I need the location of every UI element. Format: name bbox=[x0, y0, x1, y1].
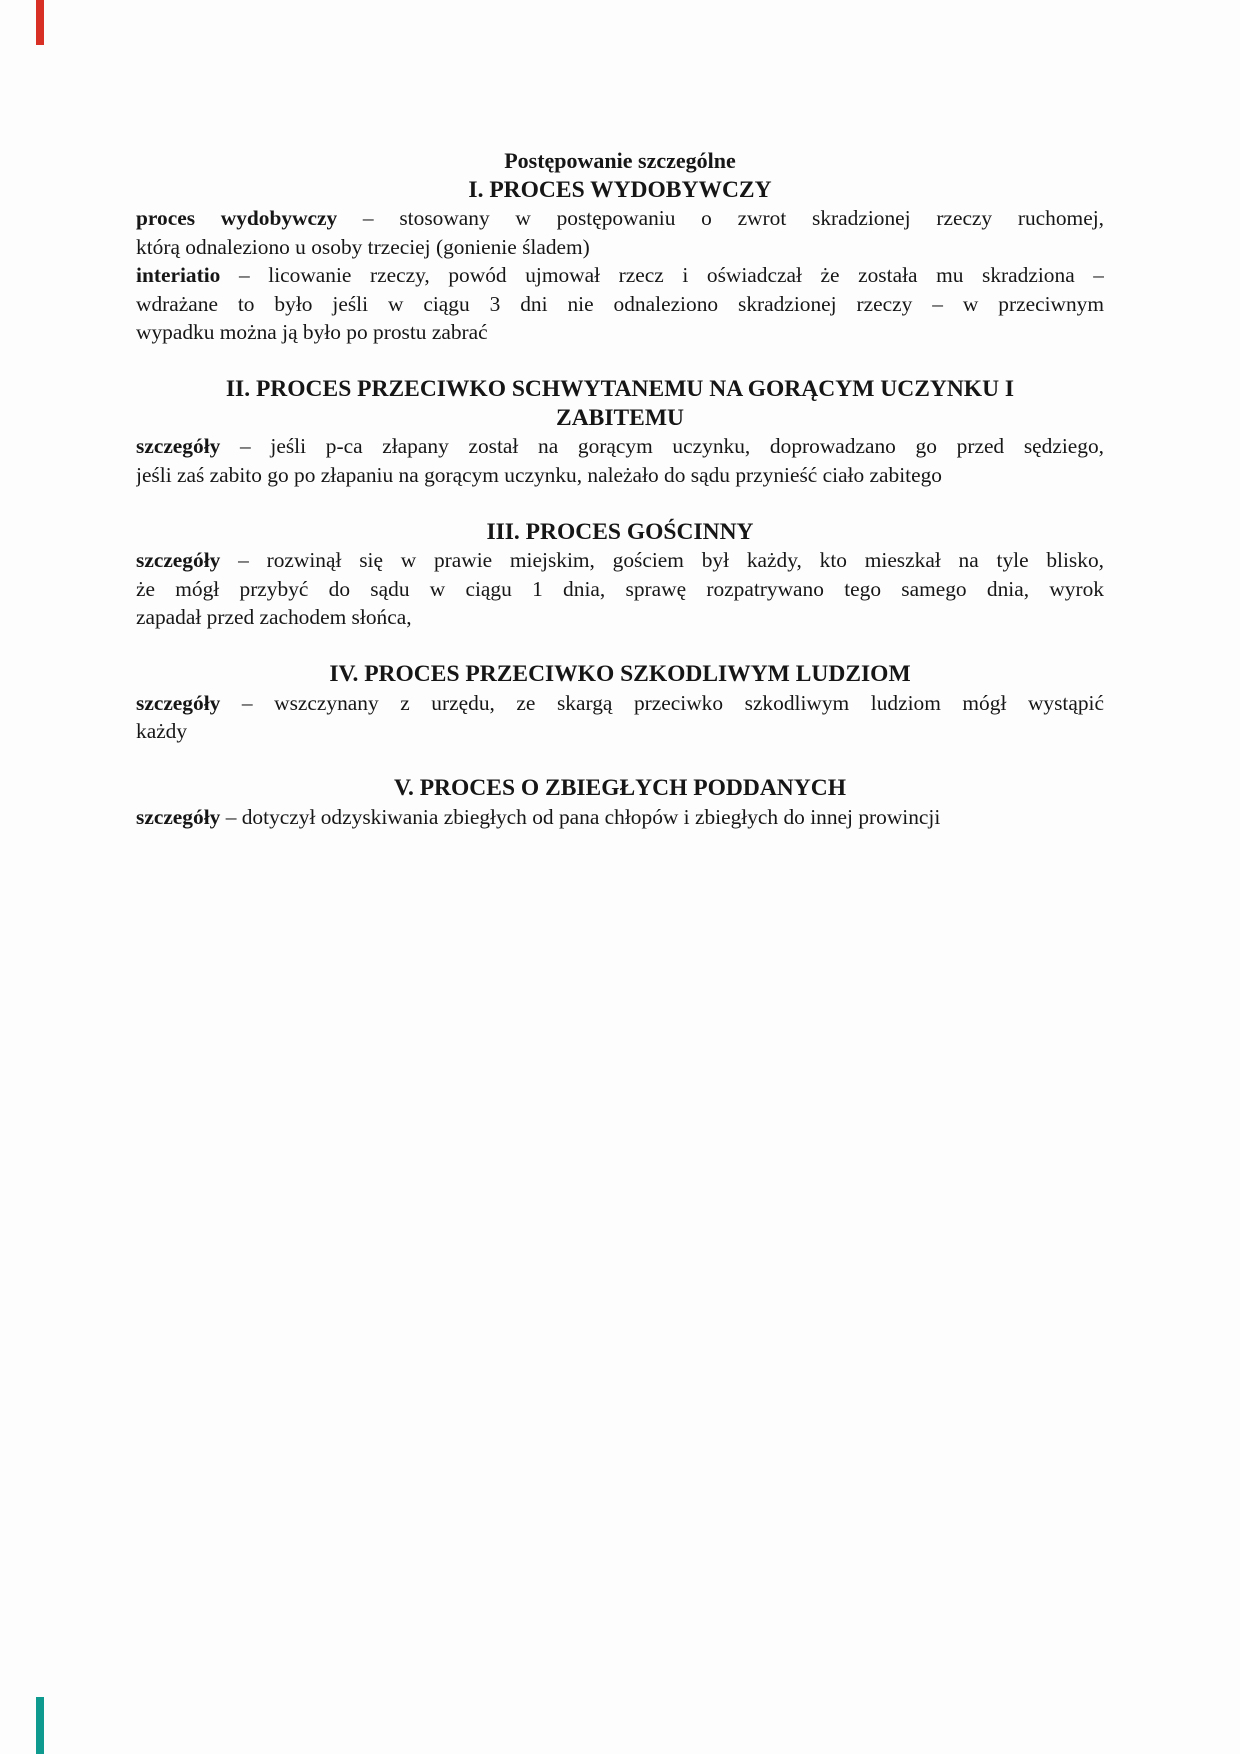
page-title: Postępowanie szczególne bbox=[504, 148, 736, 173]
line-text: – dotyczył odzyskiwania zbiegłych od pana chłopów i zbiegłych do innej prowincji bbox=[220, 804, 941, 829]
lead-term: szczegóły bbox=[136, 690, 221, 715]
section-heading-2: II. PROCES PRZECIWKO SCHWYTANEMU NA GORĄCYM UCZYNKU I bbox=[225, 376, 1015, 402]
paragraph-line: że mógł przybyć do sądu w ciągu 1 dnia, sprawę rozpatrywano tego samego dnia, wyrok bbox=[136, 576, 1104, 601]
paragraph-line bbox=[136, 261, 1104, 290]
lead-term: interiatio bbox=[136, 263, 221, 287]
paragraph-line: wypadku można ją było po prostu zabrać bbox=[136, 320, 488, 344]
paragraph-line bbox=[136, 204, 1104, 233]
line-text: – jeśli p-ca złapany został na gorącym uczynku, doprowadzano go przed sędziego, bbox=[220, 434, 1104, 458]
line-text: – rozwinął się w prawie miejskim, gościem był każdy, kto mieszkał na tyle blisko, bbox=[220, 548, 1104, 572]
lead-term: szczegóły bbox=[136, 548, 221, 572]
scan-artifact-teal-mark bbox=[36, 1697, 44, 1754]
paragraph-line: którą odnaleziono u osoby trzeciej (gonienie śladem) bbox=[136, 234, 590, 259]
paragraph-line: każdy bbox=[136, 719, 188, 743]
section-heading-4: IV. PROCES PRZECIWKO SZKODLIWYM LUDZIOM bbox=[329, 661, 911, 687]
paragraph-line bbox=[136, 432, 1104, 461]
text-column bbox=[136, 147, 1104, 831]
lead-term: szczegóły bbox=[136, 434, 221, 458]
paragraph-line bbox=[136, 546, 1104, 575]
paragraph-line: jeśli zaś zabito go po złapaniu na gorącym uczynku, należało do sądu przynieść ciało zabitego bbox=[136, 462, 943, 487]
paragraph-line bbox=[136, 803, 1104, 832]
section-heading-2-line-2: ZABITEMU bbox=[556, 404, 684, 431]
paragraph-line: wdrażane to było jeśli w ciągu 3 dni nie odnaleziono skradzionej rzeczy – w przeciwnym bbox=[136, 291, 1104, 316]
lead-term: proces wydobywczy bbox=[136, 206, 338, 230]
line-text: – stosowany w postępowaniu o zwrot skradzionej rzeczy ruchomej, bbox=[337, 206, 1104, 230]
paragraph-line bbox=[136, 689, 1104, 718]
section-heading-5: V. PROCES O ZBIEGŁYCH PODDANYCH bbox=[394, 775, 846, 801]
paragraph-line: zapadał przed zachodem słońca, bbox=[136, 605, 412, 629]
lead-term: szczegóły bbox=[136, 804, 221, 829]
section-heading-1: I. PROCES WYDOBYWCZY bbox=[468, 176, 772, 203]
scan-artifact-red-mark bbox=[36, 0, 44, 45]
line-text: – wszczynany z urzędu, ze skargą przeciwko szkodliwym ludziom mógł wystąpić bbox=[220, 690, 1104, 715]
section-heading-3: III. PROCES GOŚCINNY bbox=[486, 518, 754, 545]
line-text: – licowanie rzeczy, powód ujmował rzecz i oświadczał że została mu skradziona – bbox=[220, 263, 1104, 287]
